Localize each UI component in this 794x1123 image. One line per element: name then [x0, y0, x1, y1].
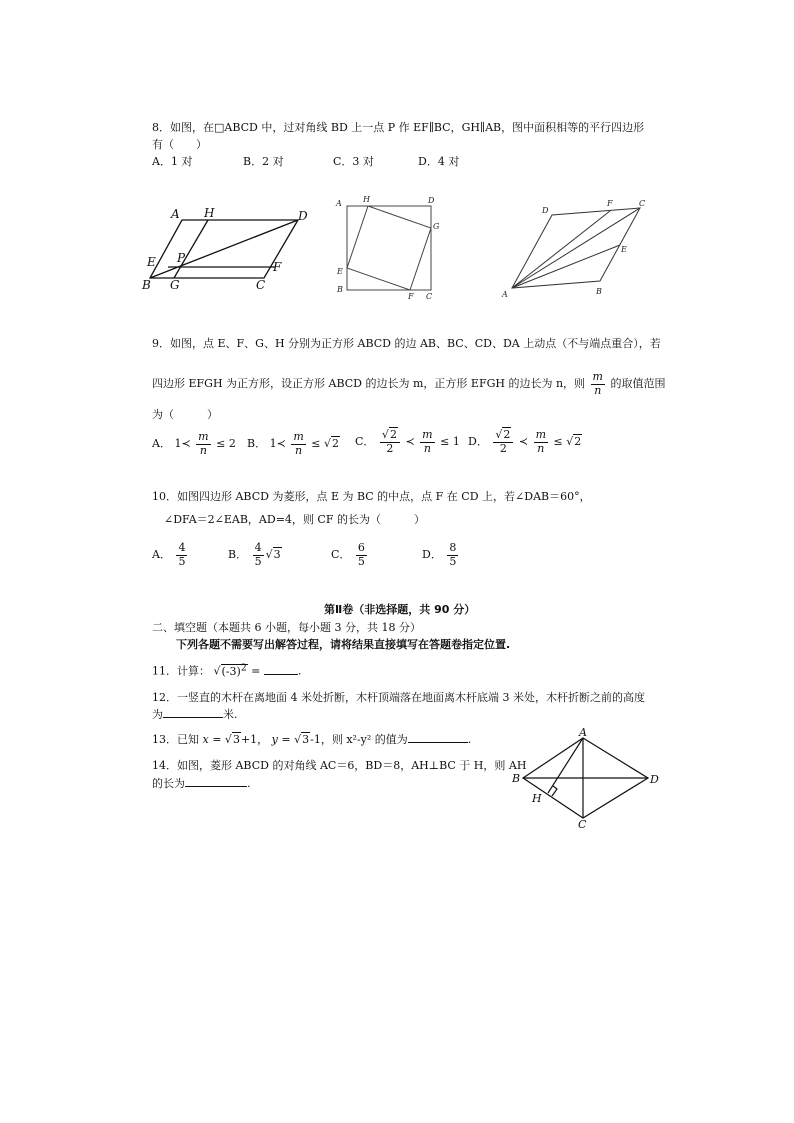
figure-rhombus-ah [508, 726, 662, 830]
fig3-label-a: A [502, 290, 508, 299]
q10-line1: 10．如图四边形 ABCD 为菱形，点 E 为 BC 的中点，点 F 在 CD 上，若∠DAB＝60°， [152, 490, 591, 503]
fraction-m-over-n: $\frac{m}{n}$ [592, 370, 603, 397]
q11-answer-blank[interactable] [264, 674, 298, 675]
q12-line1: 12．一竖直的木杆在离地面 4 米处折断，木杆顶端落在地面离木杆底端 3 米处，木杆折断之前的高度 [152, 691, 645, 704]
q9-option-c[interactable]: C． $\frac{√2}{2}$ ≺ $\frac{m}{n}$ ≤ 1 [355, 428, 460, 455]
square-abcd-shape [347, 206, 431, 290]
fig1-label-f: F [273, 260, 282, 274]
fig1-label-c: C [256, 278, 266, 292]
q13-answer-blank[interactable] [408, 742, 468, 743]
fig2-label-d: D [428, 196, 435, 205]
fig1-label-b: B [142, 278, 151, 292]
figure-rhombus-aef [495, 195, 655, 303]
fig3-label-c: C [639, 199, 646, 208]
fig1-label-e: E [147, 255, 156, 269]
q10-option-c[interactable]: C． $\frac{6}{5}$ [331, 541, 365, 568]
fig1-label-a: A [171, 207, 180, 221]
q9-option-b[interactable]: B． 1≺ $\frac{m}{n}$ ≤ √2 [247, 430, 339, 457]
right-angle-mark [552, 786, 557, 796]
q8-option-a[interactable]: A．1 对 [152, 155, 193, 168]
fig1-label-d: D [298, 209, 308, 223]
q8-option-c[interactable]: C．3 对 [333, 155, 374, 168]
part2-title: 第Ⅱ卷（非选择题，共 90 分） [324, 603, 476, 616]
q9-line3: 为（ ） [152, 408, 218, 421]
q10-line2: ∠DFA＝2∠EAB，AD=4，则 CF 的长为（ ） [164, 513, 425, 526]
fig3-label-f: F [607, 199, 613, 208]
fig2-label-h: H [363, 195, 370, 204]
fig1-label-p: P [177, 251, 186, 265]
q12-line2: 为 米. [152, 708, 238, 721]
q10-option-d[interactable]: D． $\frac{8}{5}$ [422, 541, 457, 568]
fig4-label-a: A [579, 726, 587, 739]
fig3-label-b: B [596, 287, 602, 296]
q14-answer-blank[interactable] [185, 786, 247, 787]
segment-af [512, 211, 610, 288]
segment-gh [174, 220, 208, 278]
q13: 13．已知 x = √3+1， y = √3-1，则 x²-y² 的值为 . [152, 733, 472, 746]
fig2-label-c: C [426, 292, 433, 301]
figure-parallelogram-efgh [140, 200, 320, 296]
fig1-label-h: H [204, 206, 215, 220]
q11: 11．计算： $√(-3)^2$ = . [152, 662, 302, 678]
q8-option-b[interactable]: B．2 对 [243, 155, 284, 168]
figure-square-efgh [330, 193, 445, 303]
segment-ae [512, 245, 620, 288]
q8-line1: 8．如图，在□ABCD 中，过对角线 BD 上一点 P 作 EF∥BC，GH∥AB，图中面积相等的平行四边形 [152, 121, 645, 134]
fig4-label-b: B [512, 772, 521, 785]
part2-heading: 二、填空题（本题共 6 小题，每小题 3 分，共 18 分） [152, 621, 421, 634]
fig2-label-e: E [337, 267, 343, 276]
q14-line1: 14．如图，菱形 ABCD 的对角线 AC＝6，BD＝8，AH⊥BC 于 H，则 AH [152, 759, 527, 772]
fig2-label-a: A [336, 199, 342, 208]
parallelogram-symbol: □ [214, 121, 225, 134]
q10-option-b[interactable]: B． $\frac{4}{5}$ √3 [228, 541, 281, 568]
fig1-label-g: G [170, 278, 180, 292]
fig4-label-h: H [532, 792, 542, 805]
square-efgh-shape [347, 206, 431, 290]
q14-line2: 的长为 . [152, 777, 251, 790]
q8-line2: 有（ ） [152, 138, 207, 151]
q9-option-d[interactable]: D． $\frac{√2}{2}$ ≺ $\frac{m}{n}$ ≤ √2 [468, 428, 582, 455]
q9-option-a[interactable]: A． 1≺ $\frac{m}{n}$ ≤ 2 [152, 430, 236, 457]
q9-line1: 9．如图，点 E、F、G、H 分别为正方形 ABCD 的边 AB、BC、CD、DA 上动点（不与端点重合），若 [152, 337, 661, 350]
fig4-label-d: D [650, 773, 659, 786]
q12-answer-blank[interactable] [163, 717, 223, 718]
fig3-label-e: E [621, 245, 627, 254]
part2-instruction: 下列各题不需要写出解答过程，请将结果直接填写在答题卷指定位置. [176, 638, 511, 651]
q9-line2: 四边形 EFGH 为正方形，设正方形 ABCD 的边长为 m，正方形 EFGH 的边长为 n，则 $\frac{m}{n}$ 的取值范围 [152, 370, 666, 397]
fig4-label-c: C [578, 818, 587, 830]
q10-option-a[interactable]: A． $\frac{4}{5}$ [152, 541, 186, 568]
q8-option-d[interactable]: D．4 对 [418, 155, 460, 168]
fig3-label-d: D [542, 206, 549, 215]
fig2-label-g: G [433, 222, 440, 231]
fig2-label-f: F [408, 292, 414, 301]
fig2-label-b: B [337, 285, 343, 294]
altitude-ah [548, 738, 583, 793]
